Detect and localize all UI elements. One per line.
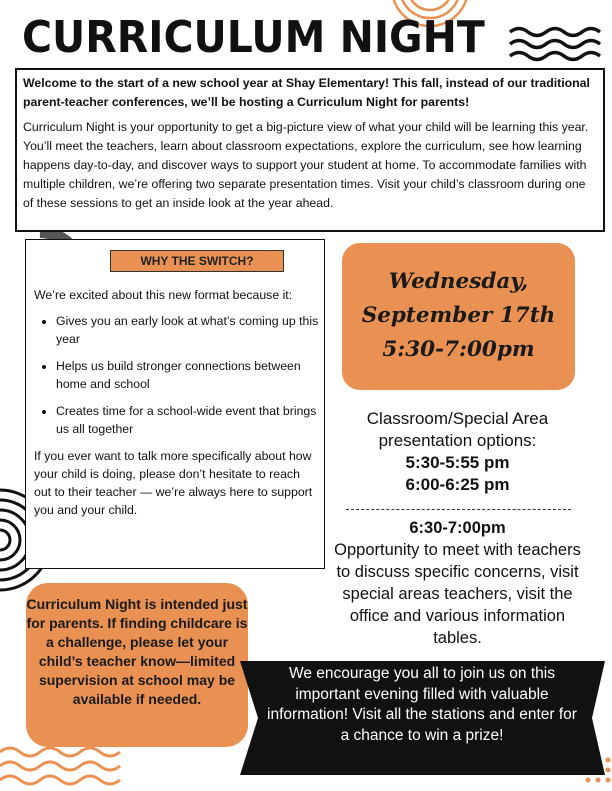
why-closing: If you ever want to talk more specifically about how your child is doing, please don’t hesitate to reach out to their teacher — we’re always here to support you and your child. <box>34 449 313 517</box>
why-content <box>34 286 319 519</box>
intro-lead: Welcome to the start of a new school year at Shay Elementary! This fall, instead of our traditional parent-teacher conferences, we’ll be hosting a Curriculum Night for parents! <box>23 76 590 109</box>
session-time-1: 5:30-5:55 pm <box>405 453 510 472</box>
meet-section <box>330 517 585 649</box>
event-date-box <box>342 243 575 390</box>
childcare-note: Curriculum Night is intended just for parents. If finding childcare is a challenge, please let your child’s teacher know—limited supervision at school may be available if needed. <box>26 583 248 747</box>
session-options <box>335 408 580 496</box>
why-bullet-list <box>34 312 319 438</box>
session-time-2: 6:00-6:25 pm <box>405 475 510 494</box>
orange-waves-decoration <box>0 748 120 784</box>
list-item: • Creates time for a school-wide event that brings us all together <box>56 402 319 438</box>
event-time: 5:30-7:00pm <box>382 337 535 362</box>
session-label: Classroom/Special Area presentation options: <box>366 409 549 450</box>
event-day: Wednesday, <box>388 269 529 294</box>
intro-body: Curriculum Night is your opportunity to get a big-picture view of what your child will be learning this year. You’ll meet the teachers, learn about classroom expectations, explore the curriculum, see how learning happens day-to-day, and discover ways to support your student at home. To accommodate families with multiple children, we’re offering two separate presentation times. Visit your child’s classroom during one of these sessions to get an inside look at the year ahead. <box>23 120 589 210</box>
wave-lines-decoration <box>510 29 600 60</box>
meet-time: 6:30-7:00pm <box>409 519 506 537</box>
meet-text: Opportunity to meet with teachers to discuss specific concerns, visit special areas teachers, visit the office and various information tables. <box>334 541 581 647</box>
why-heading: WHY THE SWITCH? <box>110 250 284 272</box>
why-box <box>25 239 325 569</box>
why-intro: We’re excited about this new format because it: <box>34 288 293 302</box>
banner-text: We encourage you all to join us on this important evening filled with valuable information! Visit all the stations and enter for a chance to win a prize! <box>267 665 577 744</box>
event-date: September 17th <box>361 303 556 328</box>
list-item: • Helps us build stronger connections between home and school <box>56 357 319 393</box>
intro-box <box>15 68 605 232</box>
page-title: CURRICULUM NIGHT <box>22 12 485 63</box>
list-item: • Gives you an early look at what’s coming up this year <box>56 312 319 348</box>
dashed-divider <box>346 509 571 510</box>
